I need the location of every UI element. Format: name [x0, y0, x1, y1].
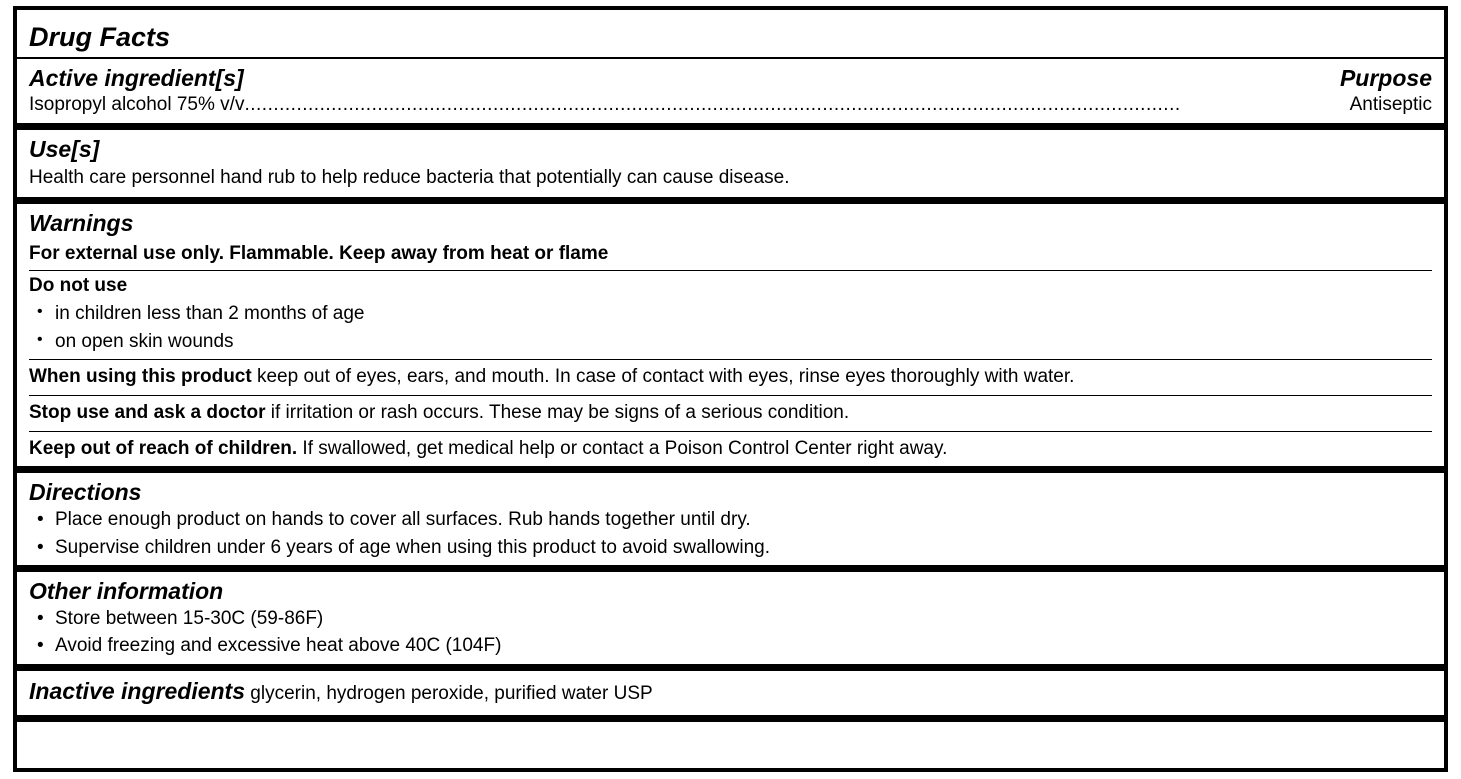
list-item: • Supervise children under 6 years of age when using this product to avoid swallowing. [29, 534, 1432, 562]
keep-out-label: Keep out of reach of children. [29, 437, 298, 459]
warnings-flammable: For external use only. Flammable. Keep away from heat or flame [29, 242, 609, 264]
divider-other-information [17, 664, 1444, 671]
do-not-use-list [29, 300, 1432, 359]
uses-text: Health care personnel hand rub to help reduce bacteria that potentially can cause disease. [29, 166, 790, 188]
uses-heading: Use[s] [29, 136, 100, 163]
inactive-ingredients-section [17, 671, 1444, 715]
list-item: • in children less than 2 months of age [29, 300, 1432, 328]
list-item: • Place enough product on hands to cover all surfaces. Rub hands together until dry. [29, 506, 1432, 534]
uses-section [17, 130, 1444, 197]
active-ingredient-line [29, 91, 1432, 123]
divider-inactive-ingredients [17, 715, 1444, 722]
warnings-section [17, 204, 1444, 466]
drug-facts-panel [13, 6, 1448, 772]
divider-active-ingredient [17, 123, 1444, 130]
active-ingredient-section [17, 59, 1444, 123]
active-ingredient-headings [29, 59, 1432, 91]
when-using-text: keep out of eyes, ears, and mouth. In case of contact with eyes, rinse eyes thoroughly with water. [251, 366, 1075, 388]
list-item: • Avoid freezing and excessive heat above 40C (104F) [29, 632, 1432, 660]
active-ingredient-purpose: Antiseptic [1349, 94, 1432, 116]
when-using-paragraph [29, 360, 1432, 395]
footer-spacer [17, 722, 1444, 762]
list-item: • Store between 15-30C (59-86F) [29, 605, 1432, 633]
stop-use-text: if irritation or rash occurs. These may be signs of a serious condition. [265, 402, 850, 424]
other-information-heading: Other information [29, 578, 224, 605]
warnings-heading: Warnings [29, 210, 134, 237]
inactive-ingredients-heading: Inactive ingredients [29, 677, 246, 704]
when-using-label: When using this product [29, 366, 252, 388]
title-block [17, 10, 1444, 57]
stop-use-label: Stop use and ask a doctor [29, 402, 266, 424]
list-item: • on open skin wounds [29, 328, 1432, 356]
keep-out-paragraph [29, 432, 1432, 467]
directions-heading: Directions [29, 479, 142, 506]
other-information-list [29, 605, 1432, 664]
active-ingredient-heading: Active ingredient[s] [29, 65, 244, 91]
purpose-heading: Purpose [1339, 65, 1432, 91]
keep-out-text: If swallowed, get medical help or contact a Poison Control Center right away. [297, 437, 948, 459]
divider-warnings [17, 466, 1444, 473]
stop-use-paragraph [29, 396, 1432, 431]
inactive-ingredients-text: glycerin, hydrogen peroxide, purified water USP [245, 682, 653, 704]
leader-dots: .................................................................................................................................................................. [244, 94, 1181, 116]
active-ingredient-name: Isopropyl alcohol 75% v/v [29, 94, 245, 116]
page-title: Drug Facts [29, 22, 171, 52]
divider-uses [17, 197, 1444, 204]
divider-directions [17, 565, 1444, 572]
inactive-ingredients-line [29, 671, 1432, 715]
directions-list [29, 506, 1432, 565]
directions-section [17, 473, 1444, 565]
do-not-use-label: Do not use [29, 275, 128, 297]
other-information-section [17, 572, 1444, 664]
